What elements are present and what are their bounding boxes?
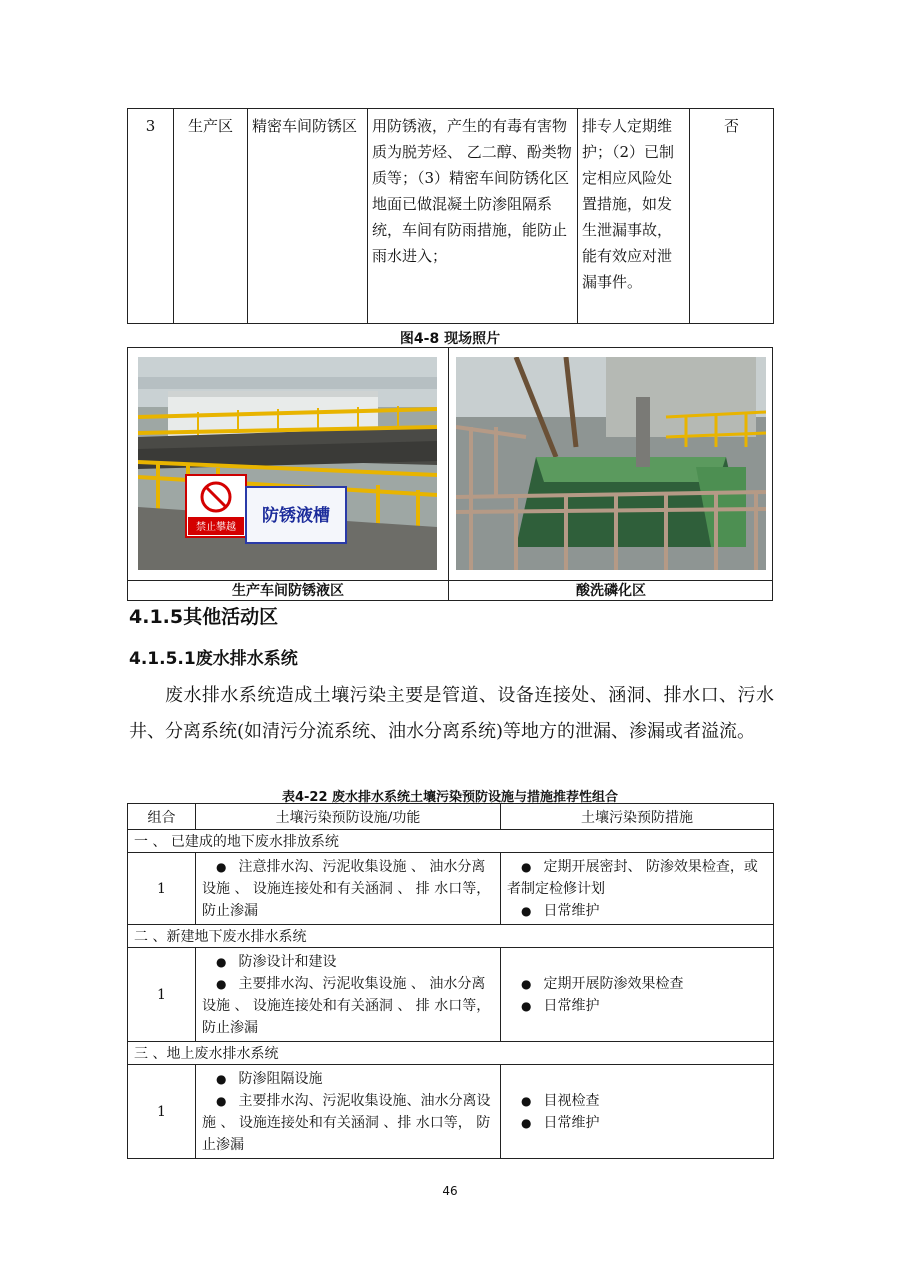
- figure-caption: 图4-8 现场照片: [399, 331, 501, 347]
- photo-caption-right: 酸洗磷化区: [576, 583, 646, 599]
- facility-item: 注意排水沟、污泥收集设施 、 油水分离设施 、 设施连接处和有关涵洞 、 排 水口等， 防止渗漏: [202, 858, 491, 919]
- page-number: 46: [442, 1184, 458, 1198]
- photo-table: [127, 347, 773, 601]
- continued-table: [127, 108, 774, 324]
- photo-caption-left: 生产车间防锈液区: [232, 583, 344, 599]
- pickling-photo: [456, 357, 766, 570]
- facility-item: 主要排水沟、污泥收集设施、油水分离设施 、 设施连接处和有关涵洞 、排 水口等， 防止渗漏: [202, 1092, 491, 1153]
- group-title-row: [128, 830, 774, 853]
- rust-tank-photo: [138, 357, 437, 570]
- warning-sign-text: 禁止攀越: [196, 522, 236, 533]
- facility-item: 防渗阻隔设施: [238, 1070, 323, 1087]
- measure-item: 日常维护: [543, 902, 600, 919]
- row-sub-area: 精密车间防锈区: [248, 109, 368, 324]
- bullet-icon: ●: [216, 954, 227, 969]
- subsection-heading: 4.1.5.1废水排水系统: [129, 649, 298, 669]
- facility-item: 防渗设计和建设: [238, 953, 337, 970]
- table-row: [128, 948, 774, 1042]
- rust-tank-illustration: [138, 357, 437, 570]
- bullet-icon: ●: [216, 1093, 227, 1108]
- divider: [128, 580, 772, 581]
- bullet-icon: ●: [521, 998, 532, 1013]
- facilities-cell: [196, 948, 501, 1042]
- group-title: 一 、 已建成的地下废水排放系统: [128, 830, 774, 853]
- group-number: 1: [128, 853, 196, 925]
- measure-item: 定期开展密封、 防渗效果检查，或 者制定检修计划: [507, 858, 758, 897]
- measure-item: 定期开展防渗效果检查: [543, 975, 684, 992]
- row-result: 否: [690, 109, 774, 324]
- facilities-cell: [196, 1065, 501, 1159]
- row-number: 3: [128, 109, 174, 324]
- pickling-illustration: [456, 357, 766, 570]
- table-row: [128, 109, 774, 324]
- bullet-icon: ●: [521, 1115, 532, 1130]
- measures-cell: [501, 948, 774, 1042]
- divider: [448, 348, 449, 600]
- table-header-row: [128, 804, 774, 830]
- table-row: [128, 1065, 774, 1159]
- header-measures: 土壤污染预防措施: [501, 804, 774, 830]
- row-area: 生产区: [174, 109, 248, 324]
- header-facilities: 土壤污染预防设施/功能: [196, 804, 501, 830]
- measure-item: 目视检查: [543, 1092, 600, 1109]
- group-title: 二 、新建地下废水排水系统: [128, 925, 774, 948]
- measures-table: [127, 803, 774, 1159]
- group-title-row: [128, 1042, 774, 1065]
- measures-cell: [501, 853, 774, 925]
- bullet-icon: ●: [521, 903, 532, 918]
- facilities-cell: [196, 853, 501, 925]
- bullet-icon: ●: [521, 859, 532, 874]
- bullet-icon: ●: [216, 976, 227, 991]
- facility-item: 主要排水沟、污泥收集设施 、 油水分离设施 、 设施连接处和有关涵洞 、 排 水口等， 防止渗漏: [202, 975, 491, 1036]
- group-number: 1: [128, 1065, 196, 1159]
- row-description: 用防锈液，产生的有毒有害物质为脱芳烃、 乙二醇、酚类物质等；（3）精密车间防锈化区地面已做混凝土防渗阻隔系统，车间有防雨措施，能防止雨水进入；: [368, 109, 578, 324]
- measure-item: 日常维护: [543, 1114, 600, 1131]
- row-measures: 排专人定期维护；（2）已制定相应风险处置措施，如发生泄漏事故，能有效应对泄漏事件。: [578, 109, 690, 324]
- group-title-row: [128, 925, 774, 948]
- group-title: 三 、地上废水排水系统: [128, 1042, 774, 1065]
- measure-item: 日常维护: [543, 997, 600, 1014]
- table-caption: 表4-22 废水排水系统土壤污染预防设施与措施推荐性组合: [281, 790, 619, 805]
- measures-cell: [501, 1065, 774, 1159]
- group-number: 1: [128, 948, 196, 1042]
- table-row: [128, 853, 774, 925]
- body-paragraph: 废水排水系统造成土壤污染主要是管道、设备连接处、涵洞、排水口、污水井、分离系统(如清污分流系统、油水分离系统)等地方的泄漏、渗漏或者溢流。: [129, 685, 774, 742]
- bullet-icon: ●: [521, 976, 532, 991]
- header-group: 组合: [128, 804, 196, 830]
- tank-sign-text: 防锈液槽: [262, 506, 330, 526]
- bullet-icon: ●: [216, 1071, 227, 1086]
- bullet-icon: ●: [216, 859, 227, 874]
- section-heading: 4.1.5其他活动区: [129, 606, 279, 628]
- bullet-icon: ●: [521, 1093, 532, 1108]
